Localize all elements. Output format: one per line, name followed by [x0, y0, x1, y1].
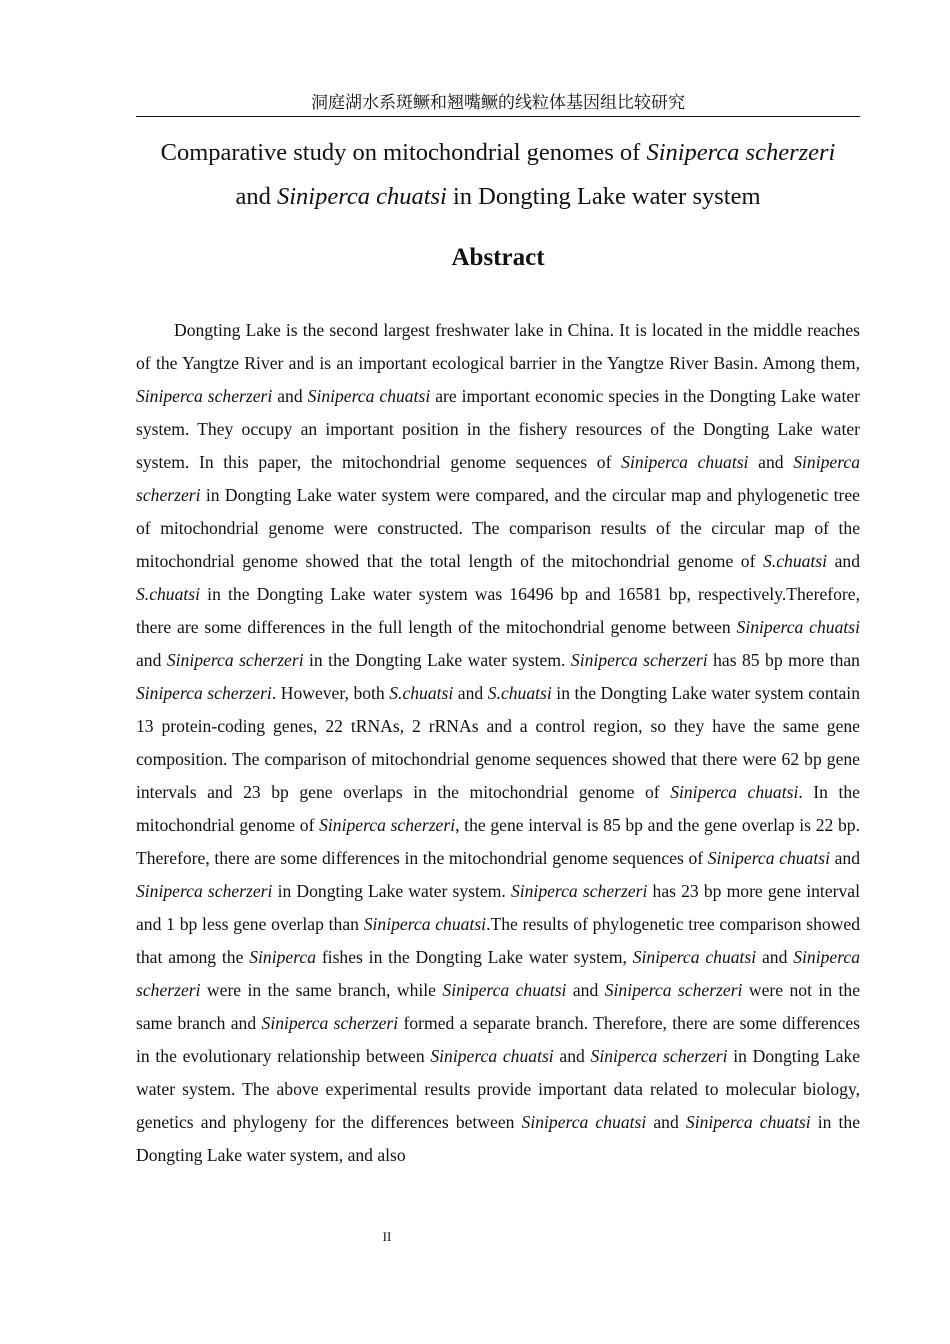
species-name: Siniperca scherzeri — [136, 683, 272, 703]
text-run: in the Dongting Lake water system. — [303, 650, 571, 670]
species-name: S.chuatsi — [487, 683, 552, 703]
text-run: were in the same branch, while — [200, 980, 443, 1000]
text-run: in Dongting Lake water system were compared, and the circular map and phylogenetic tree of mitochondrial genome were constructed. The comparison results of the circular map of the mitochondrial genome showed that the total length of the mitochondrial genome of — [136, 485, 860, 571]
text-run: in Dongting Lake water system. — [272, 881, 511, 901]
species-name: Siniperca chuatsi — [430, 1046, 554, 1066]
species-name: Siniperca chuatsi — [276, 183, 447, 210]
species-name: Siniperca scherzeri — [646, 139, 836, 166]
text-run: and — [553, 1046, 591, 1066]
species-name: Siniperca chuatsi — [736, 617, 860, 637]
text-run: fishes in the Dongting Lake water system, — [316, 947, 633, 967]
species-name: Siniperca scherzeri — [136, 386, 273, 406]
text-run: and — [136, 650, 167, 670]
species-name: Siniperca chuatsi — [521, 1112, 647, 1132]
text-run: in the Dongting Lake water system, and also — [136, 1112, 861, 1165]
text-run: and — [827, 551, 860, 571]
text-run: and — [829, 848, 860, 868]
text-run: .The results of phylogenetic tree comparison showed that among the — [136, 914, 861, 967]
species-name: Siniperca scherzeri — [510, 881, 648, 901]
text-run: . In the mitochondrial genome of — [136, 782, 860, 835]
text-run: , the gene interval is 85 bp and the gene overlap is 22 bp. Therefore, there are some differences in the mitochondrial genome sequences of — [136, 815, 860, 868]
species-name: Siniperca scherzeri — [136, 947, 860, 1000]
species-name: Siniperca scherzeri — [136, 881, 273, 901]
text-run: and — [272, 386, 308, 406]
text-run: . However, both — [271, 683, 390, 703]
species-name: Siniperca chuatsi — [307, 386, 431, 406]
text-run: has 23 bp more gene interval and 1 bp less gene overlap than — [136, 881, 860, 934]
species-name: Siniperca scherzeri — [604, 980, 743, 1000]
text-run: and — [235, 183, 277, 210]
text-run: Dongting Lake is the second largest freshwater lake in China. It is located in the middle reaches of the Yangtze River and is an important ecological barrier in the Yangtze River Basin. Among them, — [136, 320, 860, 373]
text-run: in Dongting Lake water system. The above experimental results provide important data related to molecular biology, genetics and phylogeny for the differences between — [136, 1046, 861, 1132]
species-name: Siniperca — [249, 947, 316, 967]
text-run: and — [453, 683, 488, 703]
text-run: are important economic species in the Dongting Lake water system. They occupy an important position in the fishery resources of the Dongting Lake water system. In this paper, the mitochondrial genome sequences of — [136, 386, 860, 472]
text-run: has 85 bp more than — [707, 650, 860, 670]
page-number: II — [382, 1229, 392, 1244]
text-run: Comparative study on mitochondrial genomes of — [160, 139, 647, 166]
species-name: Siniperca scherzeri — [570, 650, 708, 670]
text-run: in the Dongting Lake water system contain 13 protein-coding genes, 22 tRNAs, 2 rRNAs and a control region, so they have the same gene composition. The comparison of mitochondrial genome sequences showed that there were 62 bp gene intervals and 23 bp gene overlaps in the mitochondrial genome of — [136, 683, 860, 802]
species-name: S.chuatsi — [389, 683, 454, 703]
species-name: Siniperca scherzeri — [261, 1013, 399, 1033]
text-run: in the Dongting Lake water system was 16496 bp and 16581 bp, respectively.Therefore, there are some differences in the full length of the mitochondrial genome between — [136, 584, 860, 637]
text-run: formed a separate branch. Therefore, there are some differences in the evolutionary relationship between — [136, 1013, 860, 1066]
text-run: were not in the same branch and — [136, 980, 861, 1033]
species-name: Siniperca chuatsi — [670, 782, 799, 802]
text-run: and — [748, 452, 794, 472]
species-name: Siniperca chuatsi — [685, 1112, 811, 1132]
abstract-heading: Abstract — [451, 244, 545, 271]
text-run: and — [756, 947, 794, 967]
species-name: Siniperca scherzeri — [590, 1046, 728, 1066]
species-name: Siniperca scherzeri — [136, 452, 861, 505]
abstract-body — [136, 314, 860, 1172]
text-run: and — [646, 1112, 686, 1132]
paper-title — [110, 131, 886, 219]
species-name: S.chuatsi — [763, 551, 828, 571]
species-name: Siniperca chuatsi — [632, 947, 757, 967]
species-name: S.chuatsi — [136, 584, 201, 604]
text-run: and — [566, 980, 605, 1000]
species-name: Siniperca scherzeri — [319, 815, 456, 835]
text-run: in Dongting Lake water system — [446, 183, 761, 210]
running-header: 洞庭湖水系斑鳜和翘嘴鳜的线粒体基因组比较研究 — [136, 93, 860, 117]
species-name: Siniperca chuatsi — [707, 848, 830, 868]
species-name: Siniperca chuatsi — [363, 914, 487, 934]
species-name: Siniperca chuatsi — [621, 452, 749, 472]
species-name: Siniperca scherzeri — [166, 650, 304, 670]
species-name: Siniperca chuatsi — [442, 980, 567, 1000]
